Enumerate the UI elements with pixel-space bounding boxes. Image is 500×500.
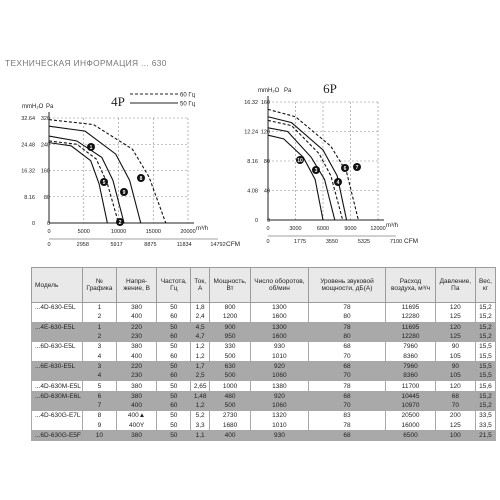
table-cell-noise: 68	[308, 361, 386, 371]
table-row	[32, 322, 496, 332]
table-cell-pressure: 90	[435, 342, 475, 352]
y-left-tick: 32.64	[21, 116, 35, 122]
table-cell-voltage: 400▲	[116, 411, 156, 421]
table-cell-weight: 15,5	[475, 351, 495, 361]
table-cell-model: ...6D-630G-E5F	[32, 430, 83, 440]
table-cell-chart: 2	[82, 312, 116, 322]
y-left-tick: 24.48	[21, 142, 35, 149]
column-header: Давление, Па	[435, 268, 475, 303]
table-cell-current: 1,2	[191, 401, 210, 411]
table-cell-flow: 7960	[386, 361, 436, 371]
table-cell-freq: 50	[157, 411, 191, 421]
table-cell-power: 630	[209, 361, 250, 371]
x-bottom-tick: 3550	[325, 239, 339, 245]
table-cell-weight: 15,5	[475, 361, 495, 371]
table-cell-voltage: 230	[116, 371, 156, 381]
table-cell-freq: 60	[157, 332, 191, 342]
table-row	[32, 421, 496, 431]
y-left-unit: mmH₂O	[22, 104, 44, 110]
table-cell-power: 500	[209, 401, 250, 411]
table-cell-current: 2,4	[191, 312, 210, 322]
table-cell-current: 5,2	[191, 411, 210, 421]
table-cell-pressure: 200	[435, 411, 475, 421]
table-cell-pressure: 125	[435, 312, 475, 322]
table-cell-noise: 70	[308, 401, 386, 411]
table-body	[32, 303, 496, 441]
table-cell-power: 500	[209, 371, 250, 381]
table-cell-weight: 33,5	[475, 411, 495, 421]
table-cell-weight: 15,2	[475, 332, 495, 342]
table-cell-freq: 50	[157, 342, 191, 352]
table-cell-chart: 9	[82, 421, 116, 431]
table-cell-pressure: 120	[435, 303, 475, 313]
chart-title: 4P	[111, 94, 125, 109]
table-cell-model	[32, 371, 83, 381]
table-row	[32, 371, 496, 381]
series-line-5	[49, 136, 124, 223]
legend-label: 60 Гц	[180, 92, 196, 99]
table-cell-current: 2,5	[191, 371, 210, 381]
column-header: Уровень звуковой мощности, дБ(А)	[308, 268, 386, 303]
table-cell-chart: 1	[82, 322, 116, 332]
table-cell-weight: 15,2	[475, 303, 495, 313]
table-cell-freq: 60	[157, 371, 191, 381]
table-cell-model: ...4D-630G-E7L	[32, 411, 83, 421]
y-left-tick: 8.16	[24, 194, 35, 201]
table-cell-flow: 10970	[386, 401, 436, 411]
table-cell-rpm: 1300	[251, 322, 309, 332]
series-marker-label: 2	[118, 220, 122, 226]
table-cell-pressure: 68	[435, 391, 475, 401]
x-bottom-tick: 5325	[357, 239, 371, 245]
series-line-8	[49, 120, 166, 223]
table-cell-rpm: 1600	[251, 332, 309, 342]
table-cell-rpm: 1320	[251, 411, 309, 421]
x-top-tick: 15000	[145, 229, 161, 235]
x-top-tick: 9000	[344, 226, 357, 232]
table-cell-model: ...4D-630-E5L	[32, 303, 83, 313]
table-cell-power: 950	[209, 332, 250, 342]
table-cell-pressure: 125	[435, 421, 475, 431]
table-cell-current: 1,1	[191, 430, 210, 440]
table-cell-chart: 8	[82, 411, 116, 421]
table-row	[32, 303, 496, 313]
y-left-tick: 12.24	[244, 129, 258, 136]
chart-4p	[21, 93, 240, 249]
column-header: Мощность, Вт	[209, 268, 250, 303]
table-row	[32, 430, 496, 440]
series-marker-label: 4	[336, 180, 340, 186]
table-cell-freq: 50	[157, 303, 191, 313]
table-cell-current: 2,65	[191, 381, 210, 391]
table-cell-model: ...6D-630-E5L	[32, 342, 83, 352]
column-header: № Графика	[82, 268, 116, 303]
table-cell-flow: 12280	[386, 332, 436, 342]
x-bottom-tick: 1775	[293, 239, 307, 245]
x-top-unit: m³/h	[386, 223, 398, 229]
table-cell-weight: 15,2	[475, 391, 495, 401]
table-cell-current: 3,3	[191, 421, 210, 431]
x-top-tick: 0	[266, 226, 270, 232]
table-cell-model	[32, 312, 83, 322]
table-cell-voltage: 400	[116, 351, 156, 361]
table-cell-flow: 10445	[386, 391, 436, 401]
table-cell-flow: 11695	[386, 303, 436, 313]
table-cell-noise: 68	[308, 430, 386, 440]
y-right-tick: 80	[43, 194, 50, 201]
table-cell-weight: 15,2	[475, 401, 495, 411]
table-row	[32, 411, 496, 421]
table-cell-freq: 50	[157, 381, 191, 391]
table-cell-pressure: 70	[435, 401, 475, 411]
legend-label: 50 Гц	[180, 101, 196, 108]
table-row	[32, 361, 496, 371]
y-right-tick: 160	[40, 168, 50, 175]
table-cell-voltage: 400Y	[116, 421, 156, 431]
x-bottom-tick: 5917	[110, 242, 123, 248]
table-cell-weight: 15,6	[475, 381, 495, 391]
series-marker-label: 1	[89, 145, 93, 151]
table-cell-current: 1,2	[191, 342, 210, 352]
table-cell-rpm: 1010	[251, 421, 309, 431]
table-cell-rpm: 1060	[251, 401, 309, 411]
table-cell-noise: 78	[308, 381, 386, 391]
table-cell-flow: 20500	[386, 411, 436, 421]
spec-table	[31, 267, 496, 441]
series-marker-label: 9	[122, 190, 126, 196]
y-left-unit: mmH₂O	[258, 88, 280, 94]
table-cell-noise: 70	[308, 371, 386, 381]
table-cell-voltage: 380	[116, 303, 156, 313]
table-cell-pressure: 105	[435, 351, 475, 361]
table-cell-model: ...6E-630-E5L	[32, 361, 83, 371]
table-cell-pressure: 120	[435, 322, 475, 332]
table-cell-flow: 11695	[386, 322, 436, 332]
column-header: Расход воздуха, м³/ч	[386, 268, 436, 303]
table-cell-rpm: 1010	[251, 351, 309, 361]
table-cell-chart: 3	[82, 342, 116, 352]
table-cell-flow: 8360	[386, 371, 436, 381]
table-cell-power: 2730	[209, 411, 250, 421]
table-row	[32, 401, 496, 411]
x-bottom-tick: 2958	[76, 242, 89, 248]
table-cell-voltage: 220	[116, 361, 156, 371]
page-title: ТЕХНИЧЕСКАЯ ИНФОРМАЦИЯ ... 630	[5, 58, 167, 68]
table-cell-noise: 68	[308, 342, 386, 352]
table-cell-weight: 21,5	[475, 430, 495, 440]
x-top-tick: 10000	[110, 229, 127, 235]
table-cell-model: ...4D-630M-E5L	[32, 381, 83, 391]
table-cell-freq: 50	[157, 322, 191, 332]
table-cell-pressure: 100	[435, 430, 475, 440]
table-cell-pressure: 120	[435, 381, 475, 391]
table-cell-flow: 7960	[386, 342, 436, 352]
table-cell-chart: 4	[82, 351, 116, 361]
y-right-tick: 240	[40, 142, 50, 149]
table-cell-chart: 1	[82, 303, 116, 313]
column-header: Вес, кг	[475, 268, 495, 303]
table-cell-freq: 60	[157, 351, 191, 361]
table-cell-freq: 50	[157, 421, 191, 431]
table-cell-rpm: 930	[251, 342, 309, 352]
x-top-tick: 20000	[180, 229, 196, 235]
y-left-tick: 0	[254, 218, 258, 224]
y-right-tick: 80	[263, 159, 270, 165]
x-top-tick: 6000	[316, 226, 330, 232]
table-cell-model	[32, 332, 83, 342]
table-cell-power: 1680	[209, 421, 250, 431]
table-cell-noise: 68	[308, 391, 386, 401]
table-cell-voltage: 380	[116, 391, 156, 401]
table-cell-power: 400	[209, 430, 250, 440]
table-cell-voltage: 220	[116, 322, 156, 332]
table-cell-current: 1,8	[191, 303, 210, 313]
x-bottom-unit: CFM	[226, 241, 241, 248]
y-right-tick: 320	[40, 116, 50, 122]
table-cell-power: 330	[209, 342, 250, 352]
table-row	[32, 381, 496, 391]
table-cell-chart: 4	[82, 371, 116, 381]
table-cell-current: 1,7	[191, 361, 210, 371]
table-cell-rpm: 930	[251, 430, 309, 440]
y-right-tick: 0	[266, 218, 270, 224]
table-cell-current: 4,5	[191, 322, 210, 332]
table-cell-flow: 12280	[386, 312, 436, 322]
table-cell-model	[32, 421, 83, 431]
x-top-tick: 12000	[370, 226, 386, 232]
table-cell-weight: 33,5	[475, 421, 495, 431]
table-cell-weight: 15,2	[475, 312, 495, 322]
table-cell-rpm: 1060	[251, 371, 309, 381]
table-cell-voltage: 230	[116, 332, 156, 342]
table-cell-flow: 6500	[386, 430, 436, 440]
table-cell-chart: 5	[82, 381, 116, 391]
table-cell-noise: 80	[308, 332, 386, 342]
y-right-unit: Pa	[284, 88, 292, 94]
table-cell-power: 1000	[209, 381, 250, 391]
y-left-tick: 16.32	[21, 168, 35, 175]
y-right-tick: 120	[260, 129, 270, 136]
table-cell-noise: 83	[308, 411, 386, 421]
y-right-tick: 0	[46, 221, 50, 227]
table-cell-pressure: 105	[435, 371, 475, 381]
table-cell-voltage: 400	[116, 401, 156, 411]
table-cell-voltage: 380	[116, 381, 156, 391]
x-bottom-tick: 0	[266, 239, 270, 245]
table-row	[32, 332, 496, 342]
x-bottom-tick: 14792	[210, 242, 226, 248]
y-right-tick: 40	[263, 188, 270, 195]
column-header: Модель	[32, 268, 83, 303]
column-header: Напря- жение, В	[116, 268, 156, 303]
y-left-tick: 8.16	[247, 159, 258, 165]
series-marker-label: 7	[355, 165, 359, 171]
x-top-tick: 5000	[77, 229, 90, 235]
table-cell-noise: 78	[308, 322, 386, 332]
table-cell-power: 1200	[209, 312, 250, 322]
x-top-tick: 0	[47, 229, 51, 235]
table-cell-weight: 15,2	[475, 322, 495, 332]
table-cell-chart: 3	[82, 361, 116, 371]
table-cell-pressure: 125	[435, 332, 475, 342]
table-cell-rpm: 1600	[251, 312, 309, 322]
table-cell-freq: 50	[157, 430, 191, 440]
table-cell-power: 480	[209, 391, 250, 401]
series-marker-label: 3	[314, 168, 318, 174]
x-bottom-tick: 11834	[176, 242, 192, 248]
table-cell-model: ...4E-630-E5L	[32, 322, 83, 332]
table-cell-rpm: 1300	[251, 303, 309, 313]
table-cell-rpm: 920	[251, 391, 309, 401]
y-right-tick: 160	[260, 100, 270, 106]
table-cell-chart: 6	[82, 391, 116, 401]
table-cell-voltage: 380	[116, 430, 156, 440]
table-cell-current: 4,7	[191, 332, 210, 342]
table-cell-rpm: 920	[251, 361, 309, 371]
table-cell-model	[32, 351, 83, 361]
x-bottom-tick: 8875	[144, 242, 157, 248]
x-bottom-unit: CFM	[404, 238, 419, 245]
table-cell-voltage: 400	[116, 312, 156, 322]
table-cell-flow: 8360	[386, 351, 436, 361]
table-cell-flow: 16000	[386, 421, 436, 431]
table-cell-chart: 7	[82, 401, 116, 411]
series-marker-label: 5	[102, 180, 106, 186]
table-cell-freq: 60	[157, 312, 191, 322]
chart-title: 6P	[323, 81, 337, 96]
table-row	[32, 312, 496, 322]
y-left-tick: 0	[31, 221, 35, 227]
table-cell-weight: 15,5	[475, 371, 495, 381]
series-marker-label: 8	[139, 176, 143, 182]
table-cell-power: 500	[209, 351, 250, 361]
table-cell-freq: 50	[157, 391, 191, 401]
column-header: Число оборотов, об/мин	[251, 268, 309, 303]
series-line-9	[49, 126, 141, 223]
column-header: Частота, Гц	[157, 268, 191, 303]
table-cell-power: 800	[209, 303, 250, 313]
table-cell-weight: 15,5	[475, 342, 495, 352]
table-cell-noise: 78	[308, 303, 386, 313]
series-marker-label: 10	[297, 158, 303, 164]
chart-6p	[244, 81, 418, 245]
table-cell-noise: 78	[308, 421, 386, 431]
x-top-tick: 3000	[289, 226, 302, 232]
table-cell-freq: 60	[157, 401, 191, 411]
table-cell-current: 1,2	[191, 351, 210, 361]
y-left-tick: 4.08	[247, 188, 258, 195]
table-cell-freq: 50	[157, 361, 191, 371]
table-row	[32, 351, 496, 361]
x-bottom-tick: 7100	[389, 239, 403, 245]
x-top-unit: m³/h	[196, 226, 208, 232]
table-header-row	[32, 268, 496, 303]
table-cell-chart: 10	[82, 430, 116, 440]
x-bottom-tick: 0	[47, 242, 51, 248]
series-line-6	[268, 117, 347, 220]
table-cell-rpm: 1380	[251, 381, 309, 391]
table-cell-power: 900	[209, 322, 250, 332]
y-left-tick: 16.32	[244, 100, 258, 106]
table-row	[32, 391, 496, 401]
table-cell-voltage: 380	[116, 342, 156, 352]
table-cell-pressure: 90	[435, 361, 475, 371]
table-cell-noise: 80	[308, 312, 386, 322]
table-cell-current: 1,48	[191, 391, 210, 401]
table-cell-flow: 11700	[386, 381, 436, 391]
series-marker-label: 6	[343, 166, 347, 172]
table-cell-noise: 70	[308, 351, 386, 361]
table-cell-model	[32, 401, 83, 411]
column-header: Ток, А	[191, 268, 210, 303]
table-cell-model: ...6D-630M-E6L	[32, 391, 83, 401]
y-right-unit: Pa	[46, 104, 54, 110]
table-row	[32, 342, 496, 352]
table-cell-chart: 2	[82, 332, 116, 342]
